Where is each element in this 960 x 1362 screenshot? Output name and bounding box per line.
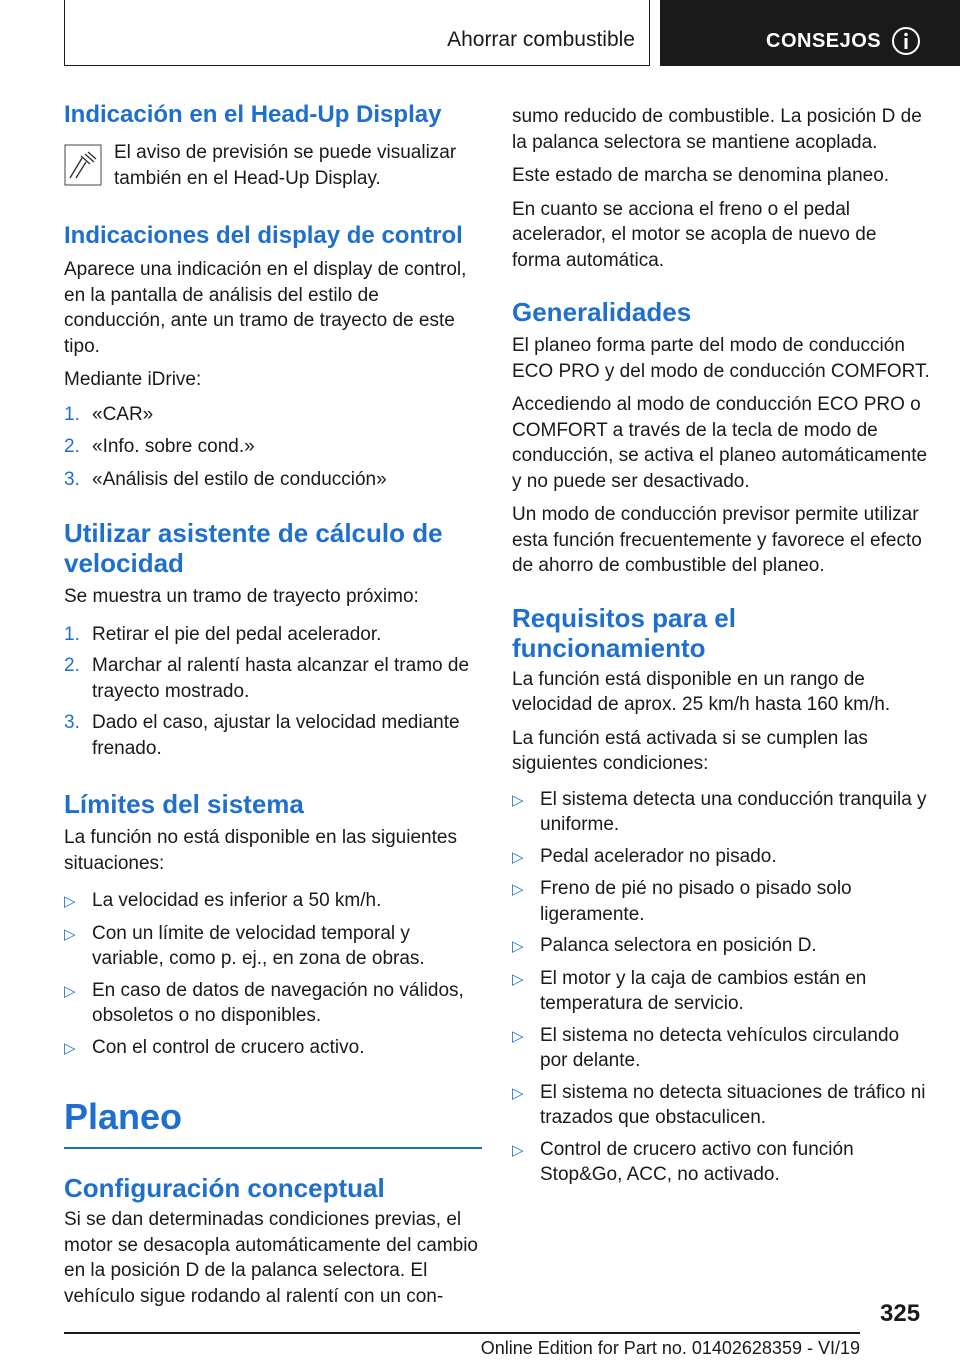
footer-edition: Online Edition for Part no. 01402628359 - VI/19 — [480, 1338, 860, 1358]
bullet-triangle-icon: ▷ — [512, 1027, 524, 1045]
conceptual-paragraph: Si se dan determinadas condiciones previas, el motor se desacopla automáticamente del cambio en la posición D de la palanca selectora. El vehículo sigue rodando al ralentí con un con- — [64, 1209, 479, 1307]
list-item: ▷ El sistema no detecta vehículos circulando por delante. — [512, 1023, 930, 1074]
bullet-triangle-icon: ▷ — [64, 1039, 76, 1057]
footer-rule — [64, 1332, 860, 1334]
continued-paragraph: sumo reducido de combustible. La posición D de la palanca selectora se mantiene acoplada. — [512, 106, 922, 153]
heading-speed-assistant: Utilizar asistente de cálculo de velocidad — [64, 518, 443, 578]
header-section-box — [64, 0, 650, 66]
heading-generalidades: Generalidades — [512, 297, 692, 327]
assistant-paragraph: Se muestra un tramo de trayecto próximo: — [64, 586, 419, 607]
list-item: ▷ Pedal acelerador no pisado. — [512, 844, 930, 871]
heading-control-display: Indicaciones del display de control — [64, 222, 463, 249]
header-chapter-box — [660, 0, 960, 66]
list-item: ▷ Control de crucero activo con función Stop&Go, ACC, no activado. — [512, 1137, 930, 1188]
bullet-triangle-icon: ▷ — [64, 925, 76, 943]
general-paragraph-2: Accediendo al modo de conducción ECO PRO o COMFORT a través de la tecla de modo de conducción, se activa el planeo automáticamente y no puede ser desactivado. — [512, 394, 928, 492]
freno-paragraph: En cuanto se acciona el freno o el pedal acelerador, el motor se acopla de nuevo de forma automática. — [512, 198, 877, 271]
left-column — [64, 100, 482, 1309]
heading-conceptual: Configuración conceptual — [64, 1173, 385, 1203]
list-item: ▷ El sistema no detecta situaciones de tráfico ni trazados que obstaculicen. — [512, 1080, 930, 1131]
bullet-triangle-icon: ▷ — [64, 982, 76, 1000]
general-paragraph-1: El planeo forma parte del modo de conducción ECO PRO y del modo de conducción COMFORT. — [512, 335, 930, 382]
req-paragraph-1: La función está disponible en un rango de velocidad de aprox. 25 km/h hasta 160 km/h. — [512, 668, 891, 715]
list-item: ▷ El motor y la caja de cambios están en temperatura de servicio. — [512, 966, 930, 1017]
limits-list — [64, 888, 482, 1061]
heading-requisitos: Requisitos para el funcionamiento — [512, 602, 736, 663]
list-item: 1. Retirar el pie del pedal acelerador. — [64, 623, 382, 645]
list-item: ▷ Con el control de crucero activo. — [64, 1035, 482, 1062]
bullet-triangle-icon: ▷ — [512, 791, 524, 809]
list-item: 1. «CAR» — [64, 403, 154, 425]
requirements-list — [512, 787, 930, 1188]
bullet-triangle-icon: ▷ — [512, 970, 524, 988]
heading-system-limits: Límites del sistema — [64, 789, 304, 819]
list-item: ▷ La velocidad es inferior a 50 km/h. — [64, 888, 482, 915]
assistant-steps — [64, 622, 482, 762]
req-paragraph-2: La función está activada si se cumplen las siguientes condiciones: — [512, 727, 868, 774]
bullet-triangle-icon: ▷ — [512, 848, 524, 866]
estado-paragraph: Este estado de marcha se denomina planeo. — [512, 165, 890, 186]
heading-hud: Indicación en el Head-Up Display — [64, 101, 442, 128]
page-number: 325 — [880, 1300, 921, 1327]
list-item: ▷ El sistema detecta una conducción tranquila y uniforme. — [512, 787, 930, 838]
limits-paragraph: La función no está disponible en las siguientes situaciones: — [64, 827, 457, 874]
list-item: ▷ Freno de pié no pisado o pisado solo ligeramente. — [512, 876, 930, 927]
bullet-triangle-icon: ▷ — [512, 938, 524, 955]
right-column — [512, 100, 930, 1188]
bullet-triangle-icon: ▷ — [64, 893, 76, 910]
list-item: 3. «Análisis del estilo de conducción» — [64, 468, 387, 490]
hud-note-text: El aviso de previsión se puede visualizar también en el Head-Up Display. — [114, 142, 457, 189]
control-paragraph: Aparece una indicación en el display de control, en la pantalla de análisis del estilo de conducción, ante un tramo de trayecto de este tipo. — [64, 259, 467, 357]
header-chapter-title: CONSEJOS — [766, 30, 882, 52]
list-item: ▷ Palanca selectora en posición D. — [512, 933, 930, 960]
info-icon — [891, 26, 921, 56]
bullet-triangle-icon: ▷ — [512, 1084, 524, 1102]
road-sign-icon — [64, 144, 102, 186]
list-item: 2. «Info. sobre cond.» — [64, 436, 255, 457]
hud-note — [64, 140, 482, 191]
heading-planeo: Planeo — [64, 1096, 183, 1137]
general-paragraph-3: Un modo de conducción previsor permite utilizar esta función frecuentemente y favorece el efecto de ahorro de combustible del planeo. — [512, 504, 922, 576]
idrive-steps — [64, 402, 482, 493]
list-item: 2. Marchar al ralentí hasta alcanzar el tramo de trayecto mostrado. — [64, 655, 470, 702]
planeo-rule — [64, 1147, 482, 1149]
list-item: 3. Dado el caso, ajustar la velocidad mediante frenado. — [64, 712, 460, 759]
idrive-label: Mediante iDrive: — [64, 369, 202, 390]
list-item: ▷ Con un límite de velocidad temporal y variable, como p. ej., en zona de obras. — [64, 921, 482, 972]
header-section-title: Ahorrar combustible — [447, 28, 635, 51]
bullet-triangle-icon: ▷ — [512, 881, 524, 898]
bullet-triangle-icon: ▷ — [512, 1141, 524, 1159]
list-item: ▷ En caso de datos de navegación no válidos, obsoletos o no disponibles. — [64, 978, 482, 1029]
